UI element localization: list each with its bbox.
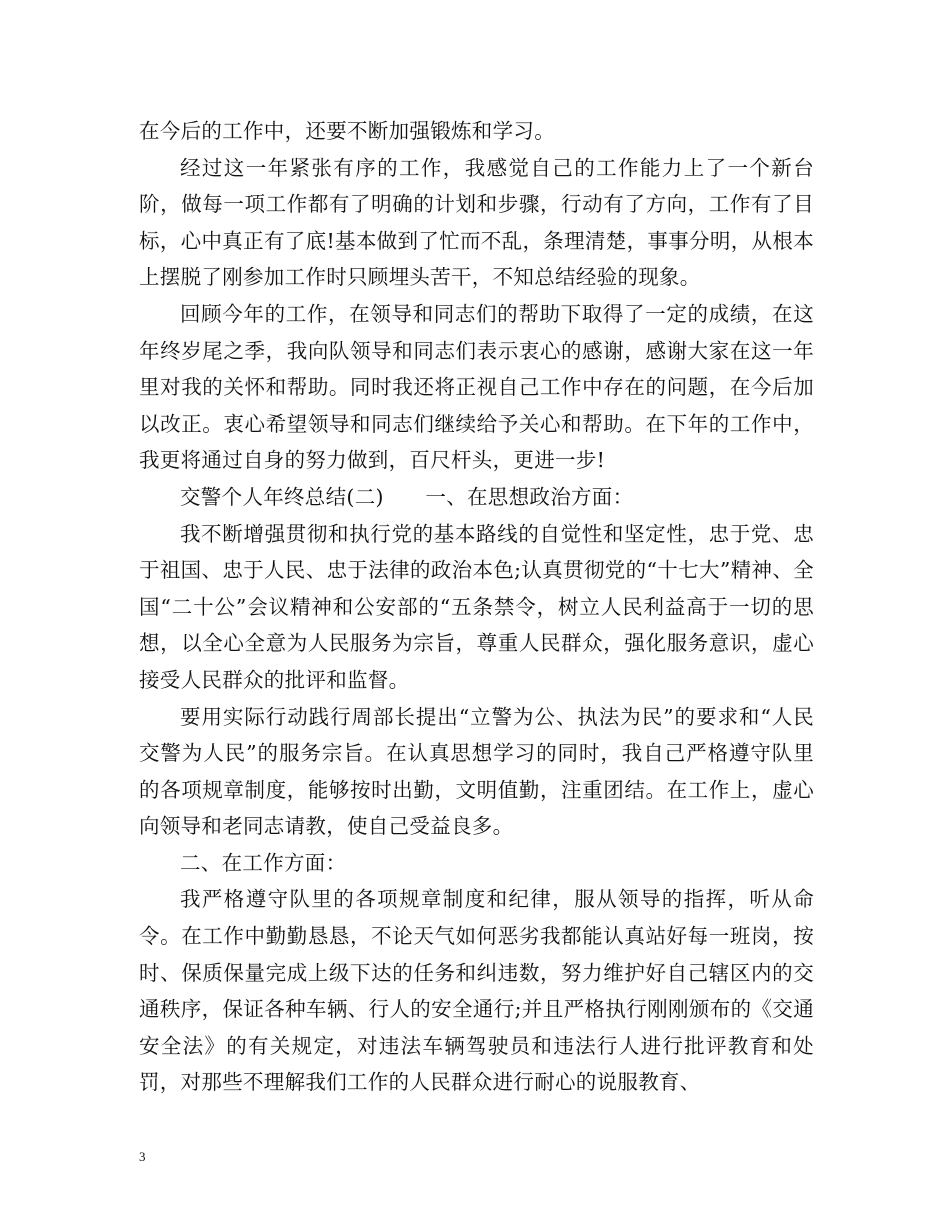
paragraph-5: 我不断增强贯彻和执行党的基本路线的自觉性和坚定性，忠于党、忠于祖国、忠于人民、忠于法律的政治本色;认真贯彻党的“十七大”精神、全国“二十公”会议精神和公安部的“五条禁令，树立人民利益高于一切的思想，以全心全意为人民服务为宗旨，尊重人民群众，强化服务意识，虚心接受人民群众的批评和监督。 [139, 521, 814, 692]
page-number: 3 [139, 1149, 146, 1164]
paragraph-3: 回顾今年的工作，在领导和同志们的帮助下取得了一定的成绩，在这年终岁尾之季，我向队领导和同志们表示衷心的感谢，感谢大家在这一年里对我的关怀和帮助。同时我还将正视自己工作中存在的问题，在今后加以改正。衷心希望领导和同志们继续给予关心和帮助。在下年的工作中，我更将通过自身的努力做到，百尺杆头，更进一步! [139, 301, 814, 473]
paragraph-1: 在今后的工作中，还要不断加强锻炼和学习。 [139, 119, 555, 143]
paragraph-2: 经过这一年紧张有序的工作，我感觉自己的工作能力上了一个新台阶，做每一项工作都有了明确的计划和步骤，行动有了方向，工作有了目标，心中真正有了底!基本做到了忙而不乱，条理清楚，事事分明，从根本上摆脱了刚参加工作时只顾埋头苦干，不知总结经验的现象。 [139, 155, 814, 290]
section-heading-work: 二、在工作方面： [180, 850, 347, 875]
paragraph-6: 要用实际行动践行周部长提出“立警为公、执法为民”的要求和“人民交警为人民”的服务宗旨。在认真思想学习的同时，我自己严格遵守队里的各项规章制度，能够按时出勤，文明值勤，注重团结。在工作上，虚心向领导和老同志请教，使自己受益良多。 [139, 704, 814, 839]
section-heading-paragraph: 交警个人年终总结(二) 一、在思想政治方面： [180, 484, 634, 509]
paragraph-8: 我严格遵守队里的各项规章制度和纪律，服从领导的指挥，听从命令。在工作中勤勤恳恳，不论天气如何恶劣我都能认真站好每一班岗，按时、保质保量完成上级下达的任务和纠违数，努力维护好自己辖区内的交通秩序，保证各种车辆、行人的安全通行;并且严格执行刚刚颁布的《交通安全法》的有关规定，对违法车辆驾驶员和违法行人进行批评教育和处罚，对那些不理解我们工作的人民群众进行耐心的说服教育、 [139, 887, 814, 1095]
document-body [139, 113, 814, 1101]
